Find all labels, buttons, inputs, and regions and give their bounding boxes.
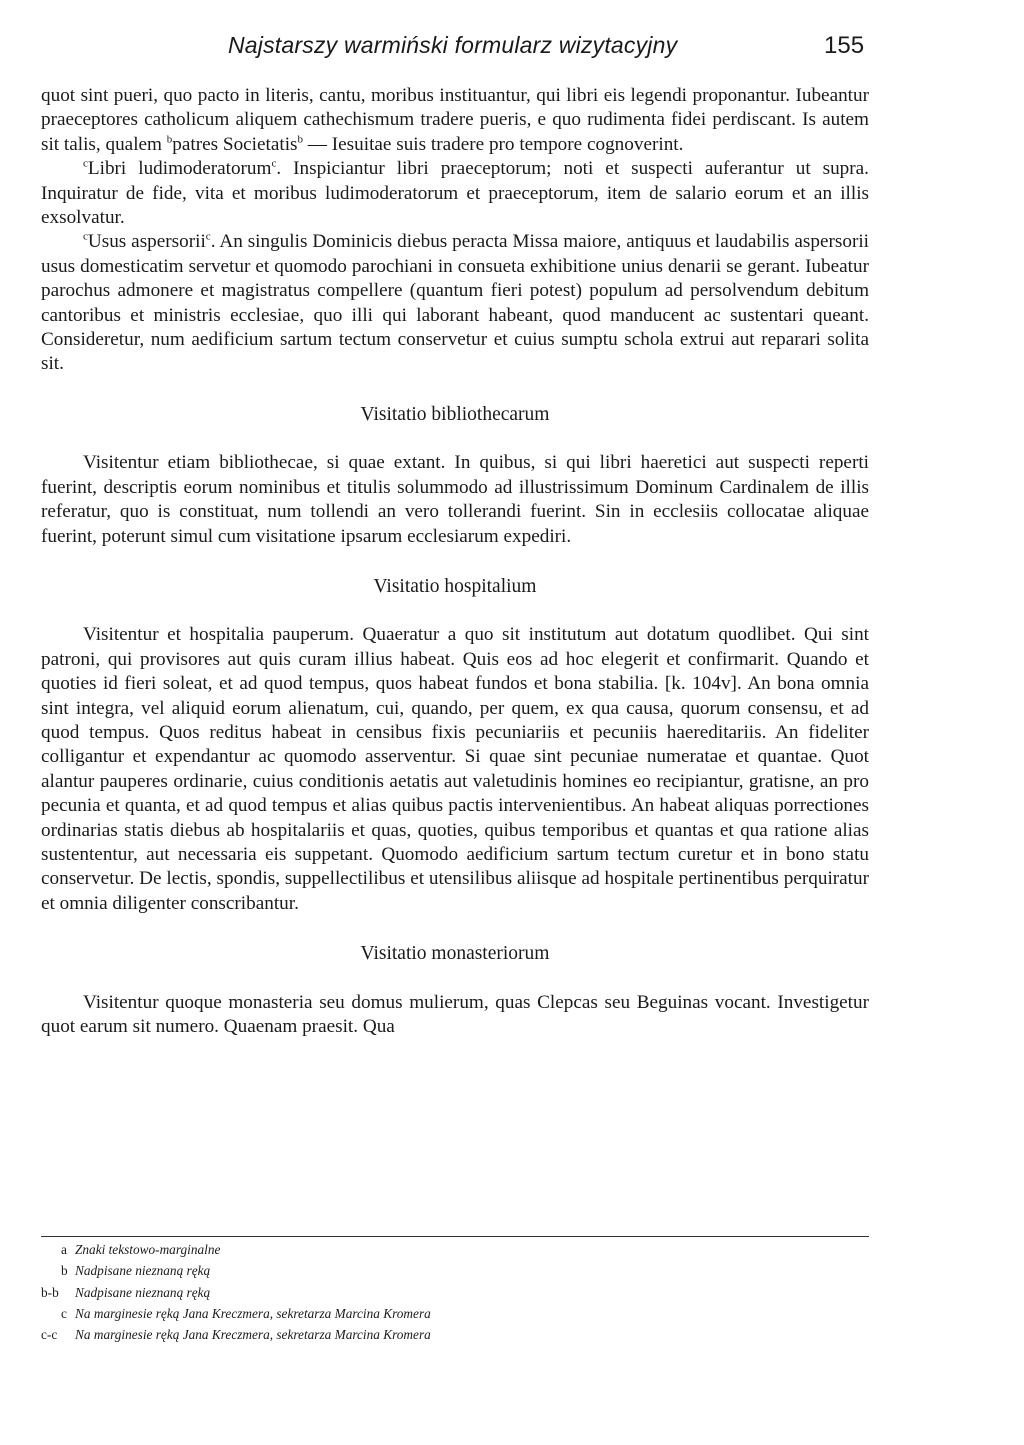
paragraph-text: Usus aspersorii	[87, 231, 206, 253]
paragraph-libri-ludimoderatorum	[41, 157, 869, 230]
footnote	[41, 1239, 869, 1260]
footnote	[41, 1303, 869, 1324]
footnote-ref: c	[271, 157, 277, 170]
footnote-divider	[41, 1236, 869, 1237]
paragraph-text: Libri ludimoderatorum	[87, 158, 272, 180]
footnote-ref: c	[205, 231, 211, 244]
paragraph-text: . An singulis Dominicis diebus peracta Missa maiore, antiquus et laudabilis aspersorii usus domesticatim servetur et quomodo parochiani in consueta exhibitione unius denarii se gerant. Iubeatur parochus admonere et magistratus compellere (quantum fieri potest) populum ad persolvendum debitum cantoribus et ministris ecclesiae, quo illi qui laborant habeant, quod manducent ac sustentari queant. Consideretur, num aedificium sartum tectum conservetur et cuius sumptu schola extrui aut reparari solita sit.	[41, 231, 870, 375]
paragraph-text: . Inspiciantur libri praeceptorum; noti et suspecti auferantur ut supra. Inquiratur de fide, vita et moribus ludimoderatorum et praeceptorum, item de salario eorum et an illis exsolvatur.	[41, 158, 869, 229]
paragraph-usus-aspersorii	[41, 230, 869, 376]
paragraph-monasteria: Visitentur quoque monasteria seu domus mulierum, quas Clepcas seu Beguinas vocant. Investigetur quot earum sit numero. Quaenam praesit. Qua	[41, 991, 869, 1037]
section-heading-monasteriorum: Visitatio monasteriorum	[360, 943, 550, 965]
running-title: Najstarszy warmiński formularz wizytacyjny	[228, 32, 678, 58]
page-number: 155	[824, 32, 865, 59]
footnote-ref: b	[166, 133, 173, 146]
footnote-text: Nadpisane nieznaną ręką	[75, 1263, 211, 1279]
running-header	[0, 30, 1024, 66]
footnote-mark: b-b	[41, 1284, 59, 1300]
footnote-ref: c	[83, 231, 88, 244]
footnote-text: Znaki tekstowo-marginalne	[75, 1242, 221, 1257]
paragraph-text: patres Societatis	[172, 133, 298, 155]
paragraph-pueri	[41, 84, 869, 157]
footnote	[41, 1324, 869, 1345]
footnote-ref: b	[297, 133, 303, 146]
footnote-text: Nadpisane nieznaną ręką	[75, 1284, 211, 1300]
body-text	[41, 84, 869, 1039]
footnotes	[41, 1239, 869, 1345]
footnote-mark: c	[61, 1305, 67, 1321]
footnote-text: Na marginesie ręką Jana Kreczmera, sekretarza Marcina Kromera	[75, 1327, 431, 1343]
footnote-ref: c	[83, 157, 88, 170]
paragraph-text: quot sint pueri, quo pacto in literis, cantu, moribus instituantur, qui libri eis legendi proponantur. Iubeantur praeceptores catholicum aliquem cathechismum tradere pueris, e quo rudimenta fidei perdiscant. Is autem sit talis, qualem	[41, 85, 869, 155]
paragraph-text: — Iesuitae suis tradere pro tempore cognoverint.	[303, 133, 684, 155]
footnote-mark: c-c	[41, 1327, 58, 1343]
section-heading-bibliothecarum: Visitatio bibliothecarum	[360, 403, 550, 425]
section-heading-hospitalium: Visitatio hospitalium	[373, 575, 537, 597]
paragraph-bibliothecae: Visitentur etiam bibliothecae, si quae extant. In quibus, si qui libri haeretici aut suspecti reperti fuerint, descriptis eorum nominibus et titulis solummodo ad illustrissimum Dominum Cardinalem de illis referatur, quo is constituat, num tollendi an vero tollerandi fuerint. Sin in ecclesiis collocatae aliquae fuerint, poterunt simul cum visitatione ipsarum ecclesiarum expediri.	[41, 452, 869, 547]
footnote	[41, 1282, 869, 1303]
footnote-mark: b	[61, 1263, 68, 1279]
footnote-text: Na marginesie ręką Jana Kreczmera, sekretarza Marcina Kromera	[75, 1305, 431, 1321]
footnote	[41, 1260, 869, 1281]
footnote-mark: a	[61, 1242, 67, 1257]
paragraph-hospitalia: Visitentur et hospitalia pauperum. Quaeratur a quo sit institutum aut dotatum quodlibet. Qui sint patroni, qui provisores aut quis curam illius habeat. Quis eos ad hoc elegerit et confirmarit. Quando et quoties id fieri soleat, et ad quod tempus, quos habeat fundos et bona stabilia. [k. 104v]. An bona omnia sint integra, vel aliquid eorum alienatum, cui, quando, per quem, ex qua causa, quorum consensu, et ad quod tempus. Quos reditus habeat in censibus fixis pecuniariis et pecuniis haereditariis. An fideliter colligantur et expendantur ac quomodo asserventur. Si quae sint pecuniae numeratae et quantae. Quot alantur pauperes ordinarie, cuius conditionis aetatis aut valetudinis homines eo recipiantur, gratisne, an pro pecunia et quanta, et ad quod tempus et alias quibus pactis intervenientibus. An habeat aliquas porrectiones ordinarias statis diebus ab hospitalariis et quas, quoties, quibus temporibus et quantas et qua ratione alias sustententur, aut necessaria eis suppetant. Quomodo aedificium sartum tectum curetur et in bono statu conservetur. De lectis, spondis, suppellectilibus et utensilibus aliisque ad hospitale pertinentibus perquiratur et omnia diligenter conscribantur.	[41, 624, 869, 914]
